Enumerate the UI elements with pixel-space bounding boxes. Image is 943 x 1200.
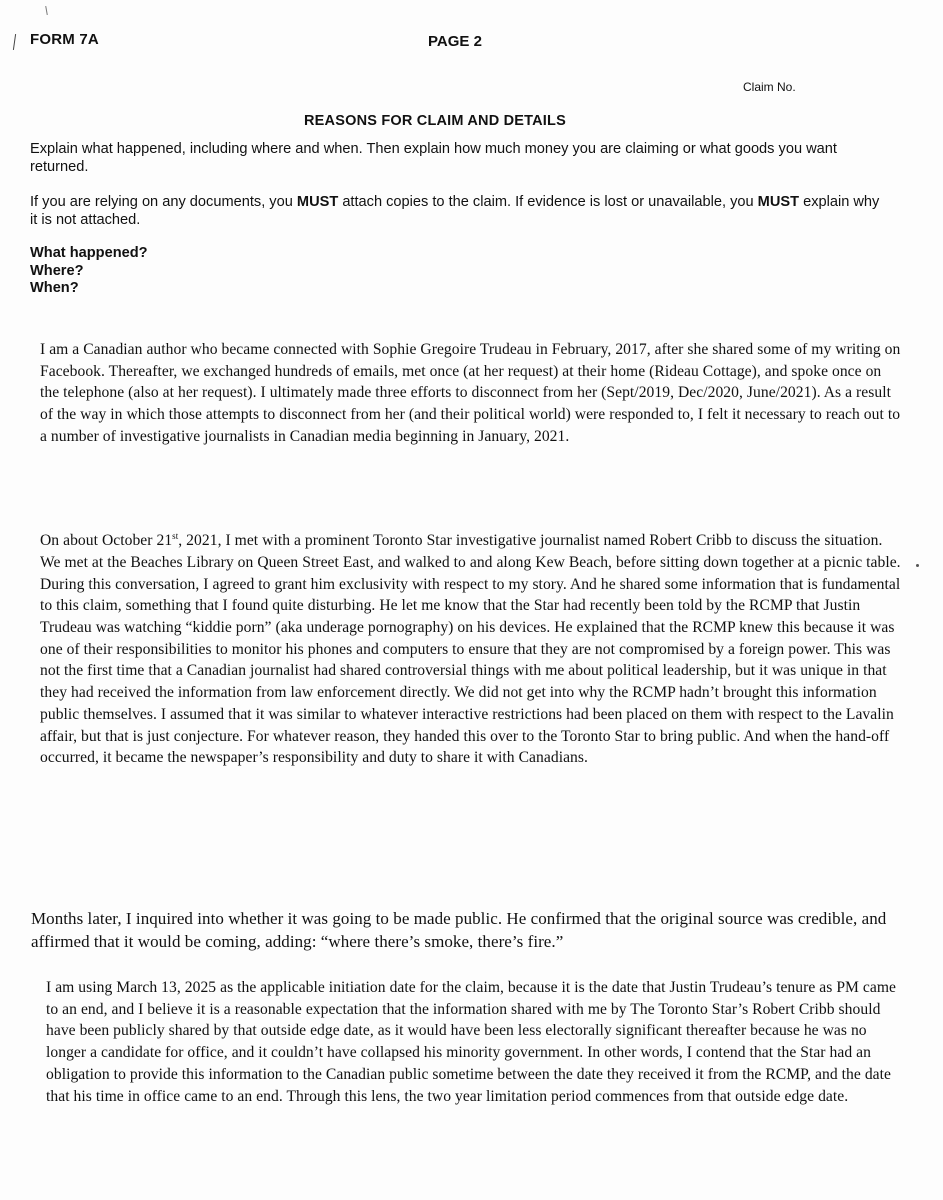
paragraph-text: On about October 21 — [40, 532, 173, 550]
instructions-documents — [30, 193, 890, 229]
ordinal-suffix: st — [172, 531, 179, 541]
pen-mark — [45, 6, 48, 15]
question-what: What happened? — [30, 245, 148, 261]
form-label: FORM 7A — [30, 31, 99, 48]
page-label: PAGE 2 — [428, 33, 482, 50]
narrative-paragraph-1: I am a Canadian author who became connected with Sophie Gregoire Trudeau in February, 2017, after she shared some of my writing on Facebook. Thereafter, we exchanged hundreds of emails, met once (at her request) at their home (Rideau Cottage), and spoke once on the telephone (also at her request). I ultimately made three efforts to disconnect from her (Sept/2019, Dec/2020, June/2021). As a result of the way in which those attempts to disconnect from her (and their political world) were responded to, I felt it necessary to reach out to a number of investigative journalists in Canadian media beginning in January, 2021. — [40, 341, 901, 445]
must-emphasis: MUST — [757, 194, 800, 210]
must-emphasis: MUST — [296, 194, 339, 210]
paragraph-text: , 2021, I met with a prominent Toronto Star investigative journalist named Robert Cribb to discuss the situation. We met at the Beaches Library on Queen Street East, and walked to and along Kew Beach, before sitting down together at a picnic table. During this conversation, I agreed to grant him exclusivity with respect to my story. And he shared some information that is fundamental to this claim, something that I found quite disturbing. He let me know that the Star had recently been told by the RCMP that Justin Trudeau was watching “kiddie porn” (aka underage pornography) on his devices. He explained that the RCMP knew this because it was one of their responsibilities to monitor his phones and computers to ensure that they are not compromised by a foreign power. This was not the first time that a Canadian journalist had shared controversial things with me about political leadership, but it was unique in that they had received the information from law enforcement directly. We did not get into why the RCMP hadn’t brought this information public themselves. I assumed that it was similar to whatever interactive restrictions had been placed on them with respect to the Lavalin affair, but that is just conjecture. For whatever reason, they handed this over to the Toronto Star to bring public. And when the hand-off occurred, it became the newspaper’s responsibility and duty to share it with Canadians. — [40, 532, 901, 767]
questions-block — [30, 245, 148, 298]
narrative-paragraph-4: I am using March 13, 2025 as the applicable initiation date for the claim, because it is the date that Justin Trudeau’s tenure as PM came to an end, and I believe it is a reasonable expectation that the information shared with me by The Toronto Star’s Robert Cribb should have been publicly shared by that outside edge date, as it would have been less electorally significant thereafter because he was no longer a candidate for office, and it couldn’t have collapsed his minority government. In other words, I contend that the Star had an obligation to provide this information to the Canadian public sometime between the date they received it from the RCMP, and the date that his time in office came to an end. Through this lens, the two year limitation period commences from that outside edge date. — [46, 979, 896, 1105]
instructions-text: attach copies to the claim. If evidence is lost or unavailable, you — [338, 194, 758, 210]
question-when: When? — [30, 280, 79, 296]
claim-number-label: Claim No. — [743, 80, 796, 94]
pen-mark — [13, 34, 16, 50]
instructions-text: If you are relying on any documents, you — [30, 194, 297, 210]
instructions-text: explain why it is not attached. — [30, 194, 880, 228]
instructions-explain: Explain what happened, including where and when. Then explain how much money you are claiming or what goods you want returned. — [30, 141, 837, 175]
question-where: Where? — [30, 262, 84, 279]
section-heading: REASONS FOR CLAIM AND DETAILS — [304, 113, 566, 129]
scan-speck — [916, 564, 919, 567]
narrative-paragraph-3: Months later, I inquired into whether it was going to be made public. He confirmed that the original source was credible, and affirmed that it would be coming, adding: “where there’s smoke, there’s fire.” — [31, 909, 887, 951]
narrative-paragraph-2 — [40, 526, 902, 769]
